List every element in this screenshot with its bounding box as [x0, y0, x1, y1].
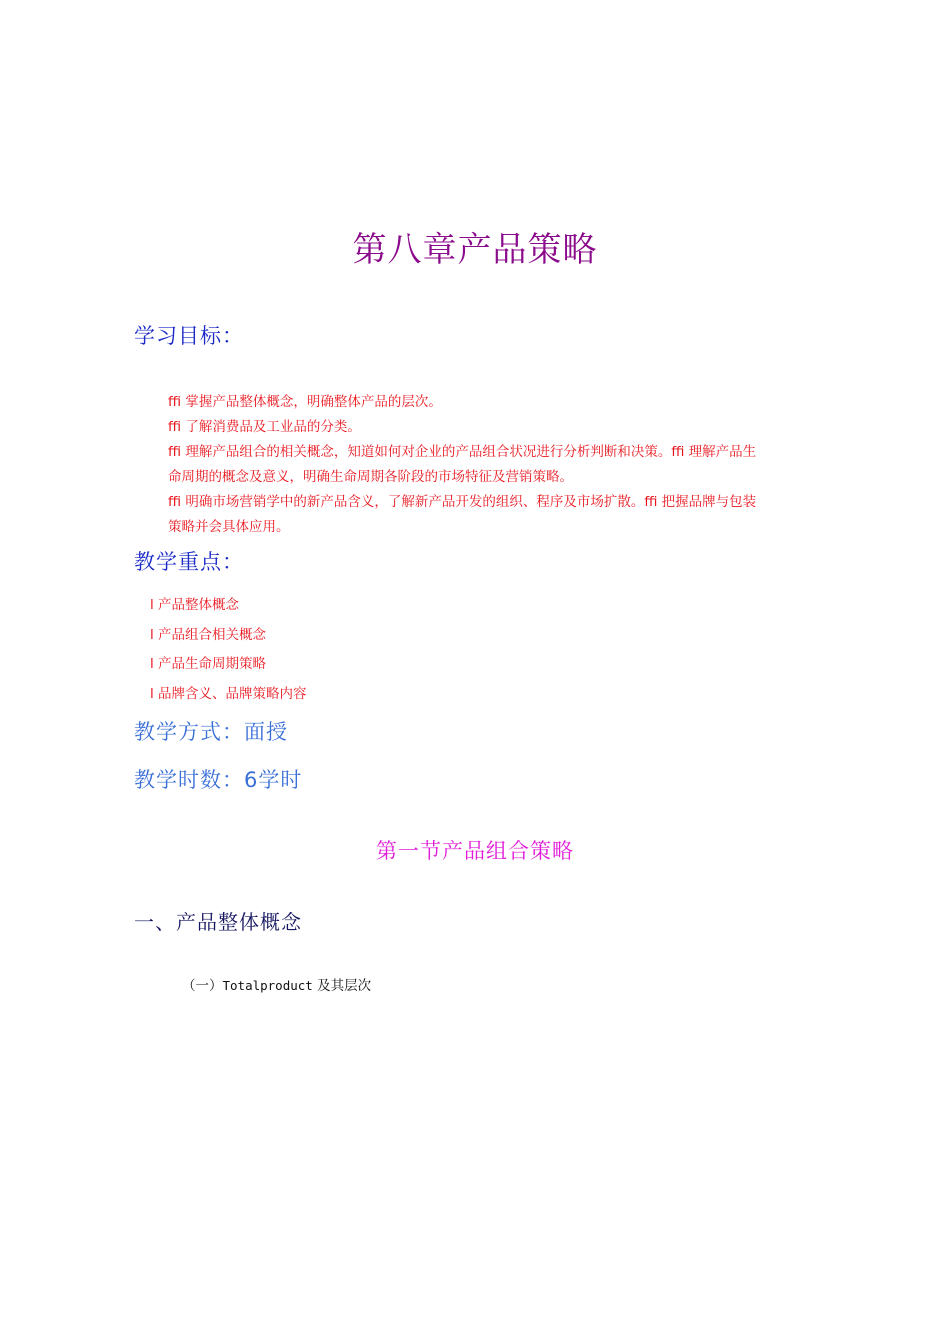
key-point-item: l 产品组合相关概念 — [150, 626, 267, 643]
key-point-item: l 品牌含义、品牌策略内容 — [150, 685, 307, 702]
objective-line: ﬃ 掌握产品整体概念，明确整体产品的层次。 — [168, 394, 442, 410]
objective-line: ﬃ 理解产品组合的相关概念，知道如何对企业的产品组合状况进行分析判断和决策。ﬃ 理解产品生 — [168, 444, 757, 460]
objectives-list — [168, 390, 818, 540]
objective-line: 命周期的概念及意义，明确生命周期各阶段的市场特征及营销策略。 — [168, 469, 573, 485]
objective-line: ﬃ 明确市场营销学中的新产品含义，了解新产品开发的组织、程序及市场扩散。ﬃ 把握品牌与包装 — [168, 494, 757, 510]
objectives-heading: 学习目标： — [134, 324, 244, 348]
key-point-item: l 产品整体概念 — [150, 597, 240, 613]
subsub-prefix: （一） — [182, 978, 223, 994]
objective-line: 策略并会具体应用。 — [168, 519, 290, 535]
teaching-method: 教学方式：面授 — [134, 720, 288, 744]
key-points-list — [150, 593, 307, 711]
objective-line: ﬃ 了解消费品及工业品的分类。 — [168, 419, 361, 435]
section-title: 第一节产品组合策略 — [376, 839, 574, 863]
subsubsection-title — [182, 974, 371, 994]
subsection-title: 一、产品整体概念 — [134, 910, 302, 934]
key-points-heading: 教学重点： — [134, 550, 244, 574]
chapter-title: 第八章产品策略 — [352, 230, 598, 270]
teaching-hours: 教学时数：6学时 — [134, 768, 303, 792]
key-point-item: l 产品生命周期策略 — [150, 656, 267, 672]
subsub-suffix: 及其层次 — [312, 978, 372, 994]
subsub-term: Totalproduct — [222, 978, 313, 993]
